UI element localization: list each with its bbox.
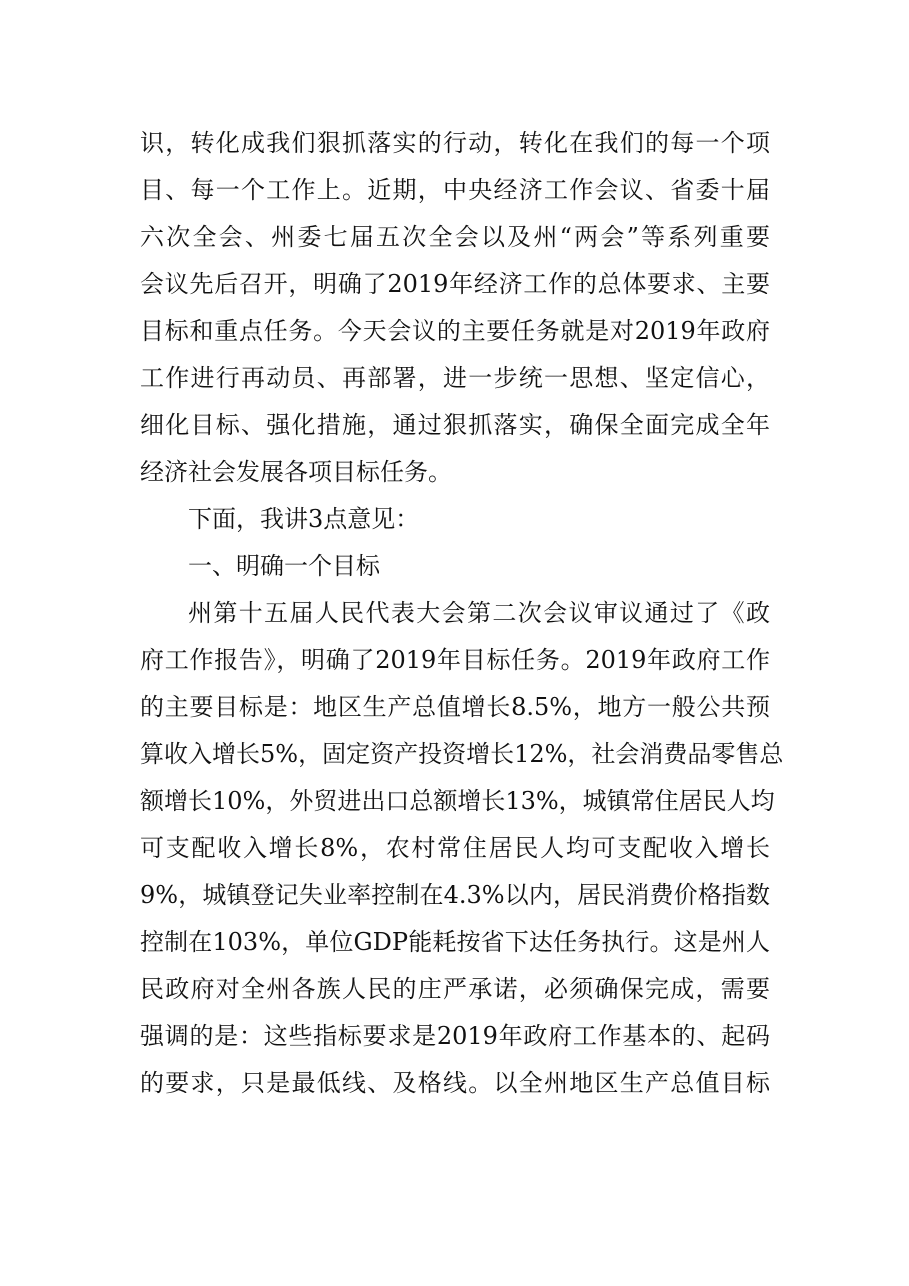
text-line-18: 控制在103%，单位GDP能耗按省下达任务执行。这是州人 xyxy=(140,928,770,956)
text-line-16: 可支配收入增长8%，农村常住居民人均可支配收入增长 xyxy=(140,834,770,862)
text-line-6: 工作进行再动员、再部署，进一步统一思想、坚定信心， xyxy=(140,364,770,392)
text-line-4: 会议先后召开，明确了2019年经济工作的总体要求、主要 xyxy=(140,270,770,298)
text-line-5: 目标和重点任务。今天会议的主要任务就是对2019年政府 xyxy=(140,317,770,345)
text-line-13: 的主要目标是：地区生产总值增长8.5%，地方一般公共预 xyxy=(140,693,770,721)
text-line-2: 目、每一个工作上。近期，中央经济工作会议、省委十届 xyxy=(140,176,770,204)
text-line-11: 州第十五届人民代表大会第二次会议审议通过了《政 xyxy=(188,599,770,627)
text-line-20: 强调的是：这些指标要求是2019年政府工作基本的、起码 xyxy=(140,1022,770,1050)
text-line-17: 9%，城镇登记失业率控制在4.3%以内，居民消费价格指数 xyxy=(140,881,770,909)
text-line-14: 算收入增长5%，固定资产投资增长12%，社会消费品零售总 xyxy=(140,740,784,768)
text-line-1: 识，转化成我们狠抓落实的行动，转化在我们的每一个项 xyxy=(140,129,770,157)
text-line-12: 府工作报告》，明确了2019年目标任务。2019年政府工作 xyxy=(140,646,770,674)
text-line-9: 下面，我讲3点意见： xyxy=(188,505,420,533)
text-line-3: 六次全会、州委七届五次全会以及州“两会”等系列重要 xyxy=(140,223,770,251)
text-line-21: 的要求，只是最低线、及格线。以全州地区生产总值目标 xyxy=(140,1069,770,1097)
text-line-7: 细化目标、强化措施，通过狠抓落实，确保全面完成全年 xyxy=(140,411,770,439)
text-line-15: 额增长10%，外贸进出口总额增长13%，城镇常住居民人均 xyxy=(140,787,775,815)
section-heading-1: 一、明确一个目标 xyxy=(188,552,380,580)
text-line-19: 民政府对全州各族人民的庄严承诺，必须确保完成，需要 xyxy=(140,975,770,1003)
text-line-8: 经济社会发展各项目标任务。 xyxy=(140,458,452,486)
